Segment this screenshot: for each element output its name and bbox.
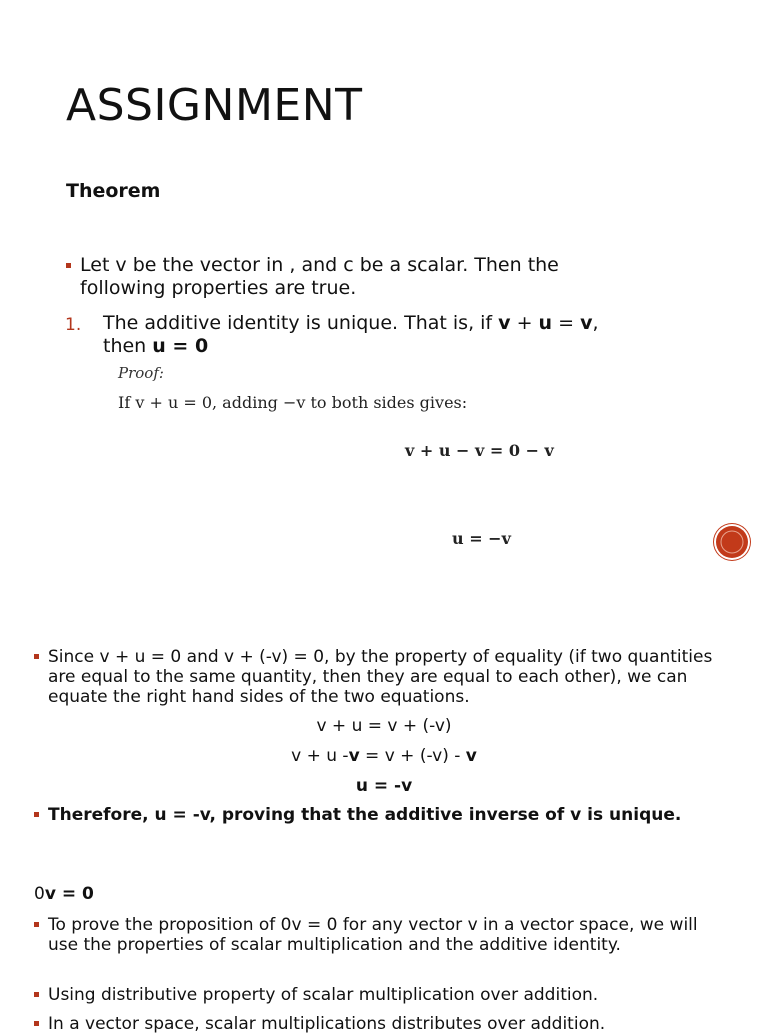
- item-1-plus: +: [510, 312, 539, 334]
- zero-v-heading-0: 0: [34, 884, 45, 904]
- item-1-u: u: [538, 312, 553, 334]
- since-bullet: [48, 647, 728, 707]
- bullet-marker: [34, 1021, 39, 1026]
- proof-label: Proof:: [118, 364, 164, 382]
- item-1-inner: [65, 312, 683, 358]
- distributive-bullet: [48, 985, 728, 1005]
- equation-a: v + u = v + (-v): [316, 716, 452, 736]
- bullet-marker: [34, 812, 39, 817]
- item-1: [65, 312, 686, 357]
- intro-bullet: [80, 254, 640, 300]
- therefore-bullet: [48, 805, 728, 825]
- item-1-comma: ,: [592, 312, 599, 334]
- prove-bullet-text: To prove the proposition of 0v = 0 for any vector v in a vector space, we will use the properties of scalar multiplication and the additive identity.: [48, 915, 698, 955]
- item-1-v2: v: [580, 312, 593, 334]
- bullet-marker: [34, 992, 39, 997]
- intro-bullet-text: Let v be the vector in , and c be a scalar. Then the following properties are true.: [80, 254, 559, 299]
- equation-b: [0, 746, 768, 766]
- theorem-heading: Theorem: [66, 180, 161, 202]
- equation-b-part2: v: [348, 746, 360, 766]
- bullet-marker: [34, 922, 39, 927]
- item-number: 1.: [65, 315, 82, 335]
- slide-title: ASSIGNMENT: [66, 80, 363, 131]
- proof-equation-1: v + u − v = 0 − v: [405, 441, 554, 460]
- last-bullet: [48, 1014, 728, 1034]
- distributive-bullet-text: Using distributive property of scalar multiplication over addition.: [48, 985, 599, 1005]
- item-1-eq: =: [552, 312, 581, 334]
- item-1-then: then: [103, 335, 153, 357]
- nav-circle-button[interactable]: [716, 526, 748, 558]
- circle-button-icon: [716, 526, 748, 558]
- proof-equation-2: u = −v: [452, 529, 511, 548]
- equation-b-part3: = v + (-v) -: [359, 746, 466, 766]
- zero-v-heading-rest: v = 0: [44, 884, 94, 904]
- therefore-bullet-text: Therefore, u = -v, proving that the additive inverse of v is unique.: [48, 805, 682, 825]
- equation-c: u = -v: [355, 776, 413, 796]
- bullet-marker: [66, 263, 71, 268]
- equation-b-part1: v + u -: [291, 746, 349, 766]
- bullet-marker: [34, 654, 39, 659]
- last-bullet-text: In a vector space, scalar multiplications distributes over addition.: [48, 1014, 606, 1034]
- prove-bullet: [48, 915, 728, 955]
- zero-v-heading: [34, 884, 94, 904]
- item-1-u-zero: u = 0: [152, 335, 209, 357]
- item-1-text-a: The additive identity is unique. That is, if: [103, 312, 499, 334]
- proof-block: [118, 364, 164, 382]
- equation-b-part4: v: [465, 746, 477, 766]
- proof-line-1: If v + u = 0, adding −v to both sides gives:: [118, 393, 468, 412]
- since-bullet-text: Since v + u = 0 and v + (-v) = 0, by the property of equality (if two quantities are equal to the same quantity, then they are equal to each other), we can equate the right hand sides of the two equations.: [48, 647, 713, 707]
- item-1-v: v: [498, 312, 511, 334]
